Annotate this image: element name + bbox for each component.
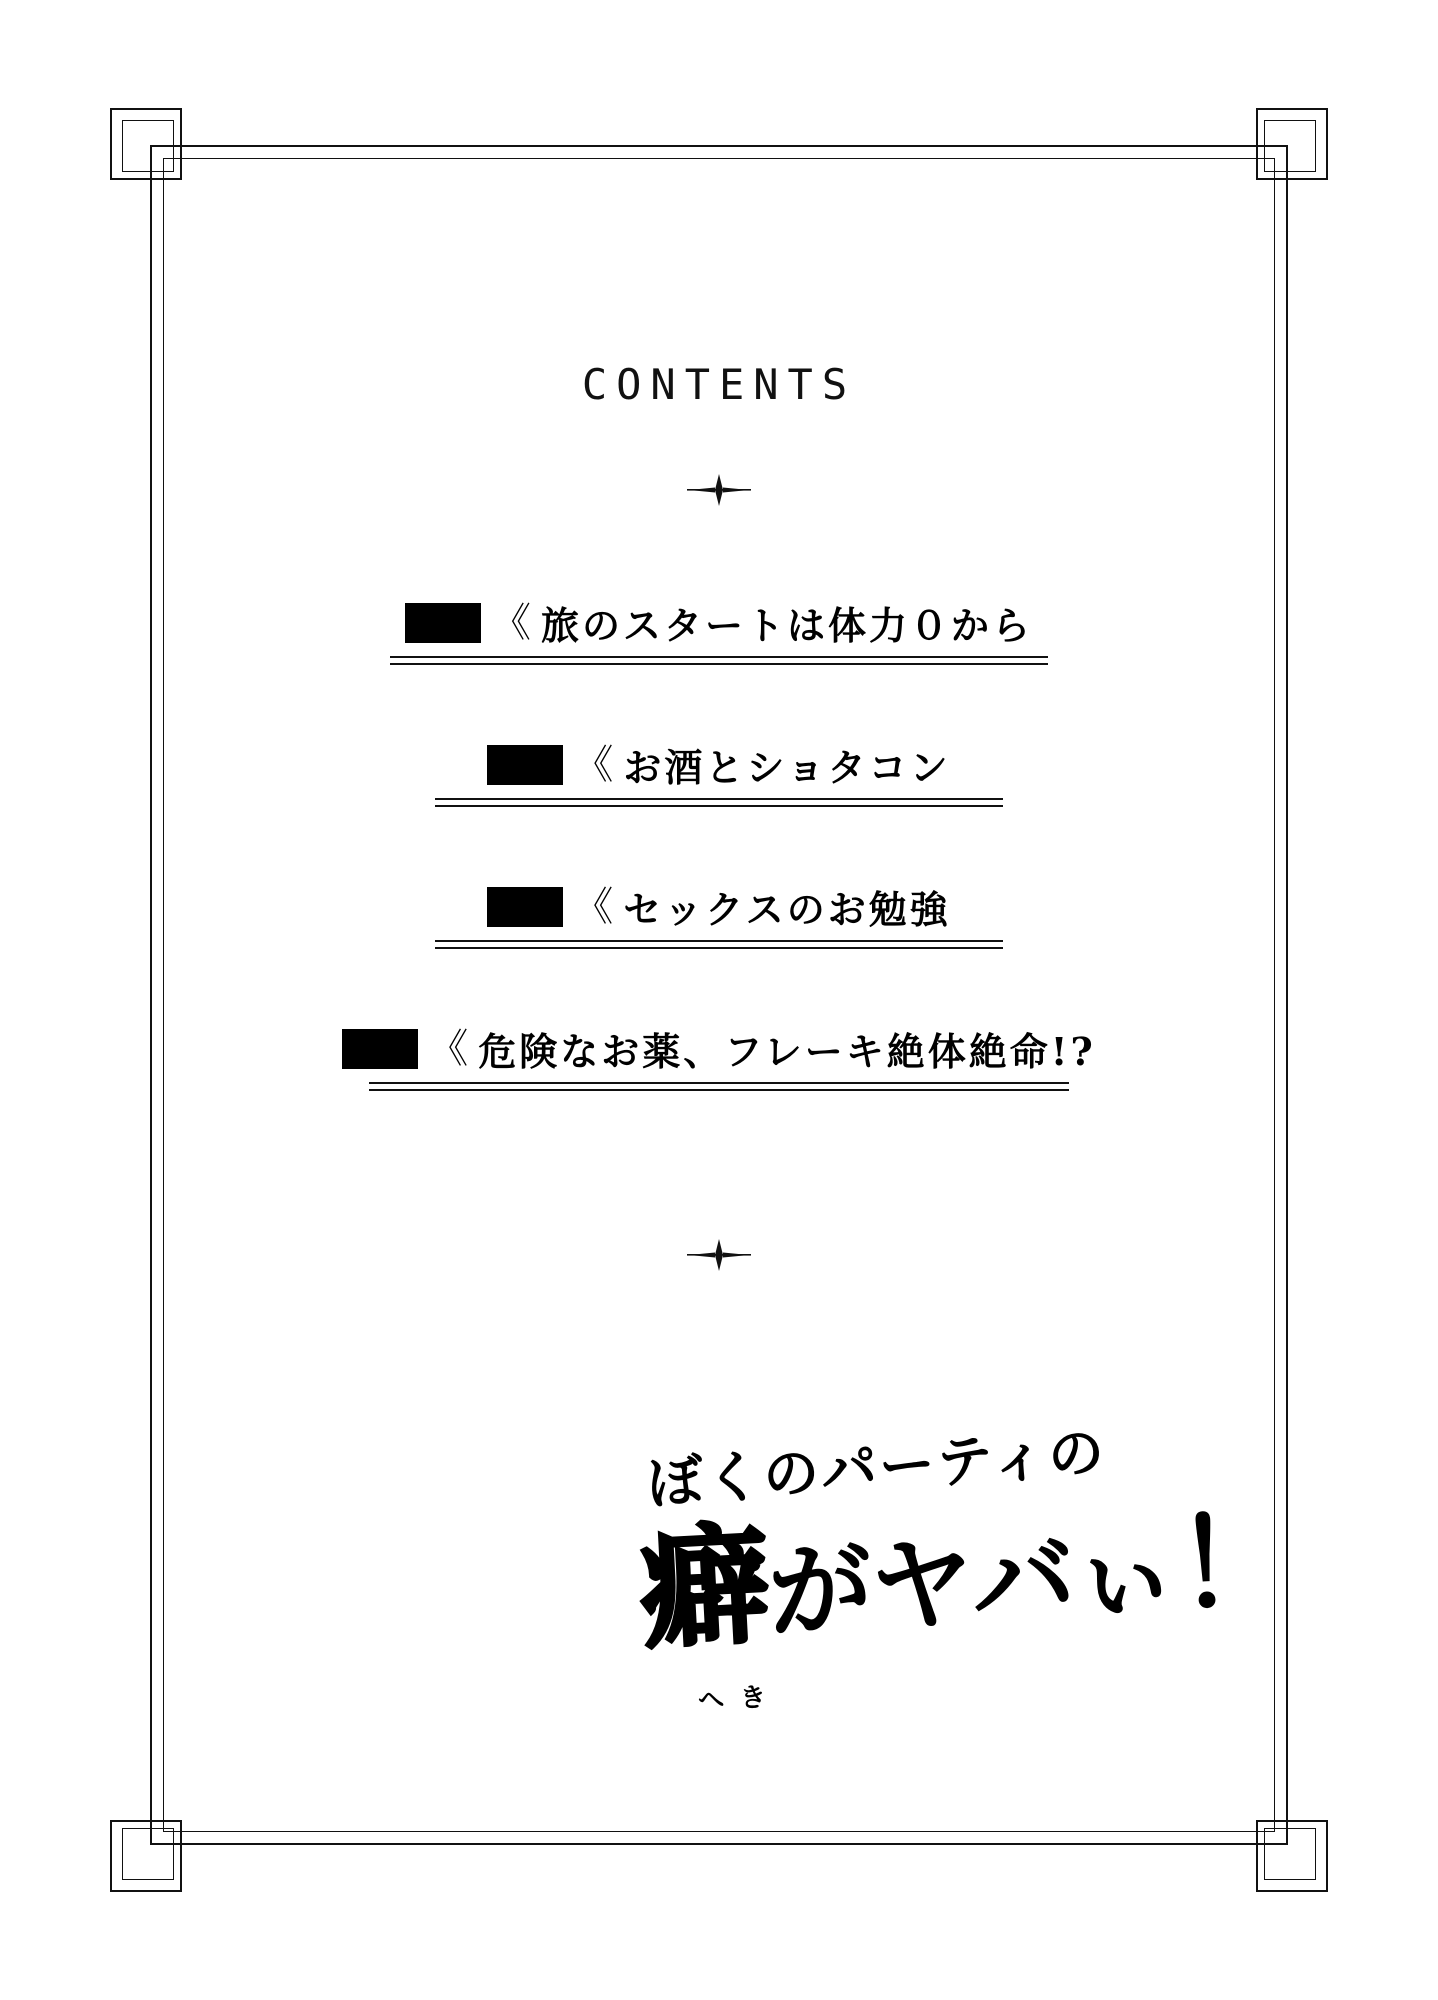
- title-logo-ruby: へき: [697, 1681, 783, 1717]
- list-item[interactable]: [0, 1021, 1438, 1091]
- double-chevron-icon: 《: [428, 1025, 463, 1072]
- black-flag-marker-icon: [405, 603, 481, 643]
- toc-rule: [435, 940, 1003, 949]
- double-chevron-icon: 《: [490, 599, 525, 646]
- corner-box-inner: [1264, 120, 1316, 172]
- title-logo-kanji: 癖: [635, 1507, 772, 1667]
- corner-box-inner: [122, 1828, 174, 1880]
- corner-ornament-top-right: [1256, 108, 1328, 180]
- double-chevron-icon: 《: [573, 741, 608, 788]
- title-logo-tail: がヤバぃ: [765, 1510, 1179, 1655]
- title-logo: [635, 1419, 1300, 1740]
- toc-entry-label: 旅のスタートは体力０から: [540, 603, 1033, 648]
- corner-ornament-top-left: [110, 108, 182, 180]
- black-flag-marker-icon: [487, 745, 563, 785]
- title-logo-line1: ぼくのパーティの: [645, 1419, 1109, 1518]
- list-item[interactable]: [0, 737, 1438, 807]
- black-flag-marker-icon: [487, 887, 563, 927]
- corner-box-inner: [122, 120, 174, 172]
- toc-entry-label: セックスのお勉強: [623, 887, 951, 932]
- title-logo-line2: [635, 1489, 1300, 1667]
- diamond-ornament-bottom: [0, 1235, 1438, 1275]
- page-title: CONTENTS: [581, 360, 857, 409]
- toc-rule: [369, 1082, 1069, 1091]
- table-of-contents: [0, 595, 1438, 1163]
- double-chevron-icon: 《: [573, 883, 608, 930]
- corner-ornament-bottom-left: [110, 1820, 182, 1892]
- list-item[interactable]: [0, 595, 1438, 665]
- toc-rule: [435, 798, 1003, 807]
- corner-box-inner: [1264, 1828, 1316, 1880]
- title-logo-exclamation: ！: [1171, 1489, 1300, 1637]
- toc-rule: [390, 656, 1048, 665]
- list-item[interactable]: [0, 879, 1438, 949]
- diamond-ornament-top: [0, 470, 1438, 510]
- toc-entry-label: 危険なお薬、フレーキ絶体絶命!?: [478, 1029, 1096, 1074]
- toc-entry-label: お酒とショタコン: [623, 745, 951, 790]
- corner-ornament-bottom-right: [1256, 1820, 1328, 1892]
- black-flag-marker-icon: [342, 1029, 418, 1069]
